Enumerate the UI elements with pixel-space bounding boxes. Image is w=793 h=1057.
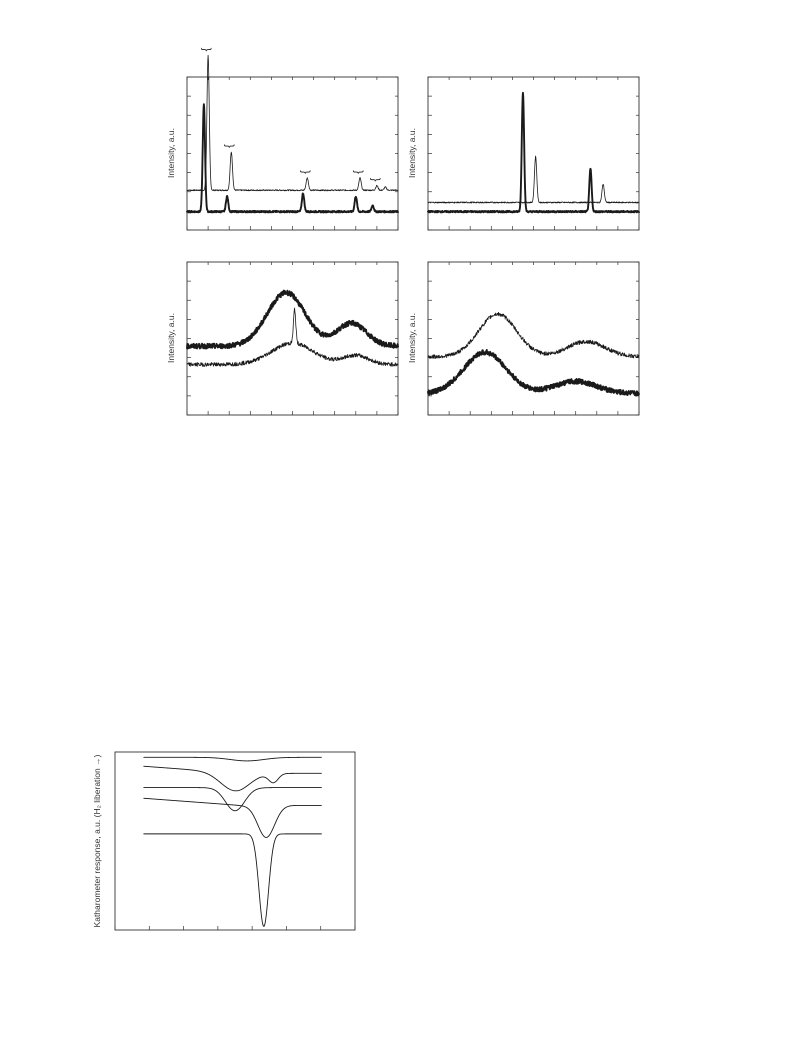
peak-bracket: { [351, 170, 364, 174]
xrd-panel-bottom-left [166, 262, 398, 415]
axis-ticks [187, 77, 398, 230]
series-line-thin-0 [428, 156, 639, 203]
series-line-bold-1 [187, 104, 398, 212]
peak-bracket: { [299, 170, 312, 174]
series-traces [428, 312, 639, 395]
series-traces [428, 93, 639, 213]
series-line-thin-0 [428, 312, 639, 358]
xrd-panel-top-right [407, 77, 639, 230]
plot-frame [115, 752, 355, 930]
y-axis-label: Intensity, a.u. [166, 128, 176, 178]
y-axis-label: Katharometer response, a.u. (H₂ liberation →) [92, 754, 102, 928]
y-axis-label: Intensity, a.u. [407, 313, 417, 363]
axis-ticks [428, 77, 639, 230]
axis-ticks [115, 926, 355, 930]
series-line-thin-1 [187, 308, 398, 366]
tpr-panel [92, 752, 355, 930]
peak-bracket: { [368, 177, 381, 182]
plot-frame [428, 77, 639, 230]
series-traces [144, 757, 322, 926]
y-axis-label: Intensity, a.u. [407, 128, 417, 178]
series-line-bold-1 [428, 350, 639, 396]
plot-frame [187, 77, 398, 230]
tpr-profile-2 [144, 788, 322, 811]
series-line-bold-0 [187, 291, 398, 349]
tpr-profile-0 [144, 757, 322, 761]
peak-brackets [200, 47, 381, 181]
peak-bracket: { [199, 47, 212, 52]
tpr-profile-1 [144, 766, 322, 791]
peak-bracket: { [223, 144, 236, 148]
series-traces [187, 291, 398, 367]
tpr-profile-4 [144, 834, 322, 927]
tpr-profile-3 [144, 798, 322, 837]
y-axis-label: Intensity, a.u. [166, 313, 176, 363]
xrd-panel-top-left [166, 47, 398, 230]
series-line-thin-0 [187, 55, 398, 191]
xrd-panel-bottom-right [407, 262, 639, 415]
